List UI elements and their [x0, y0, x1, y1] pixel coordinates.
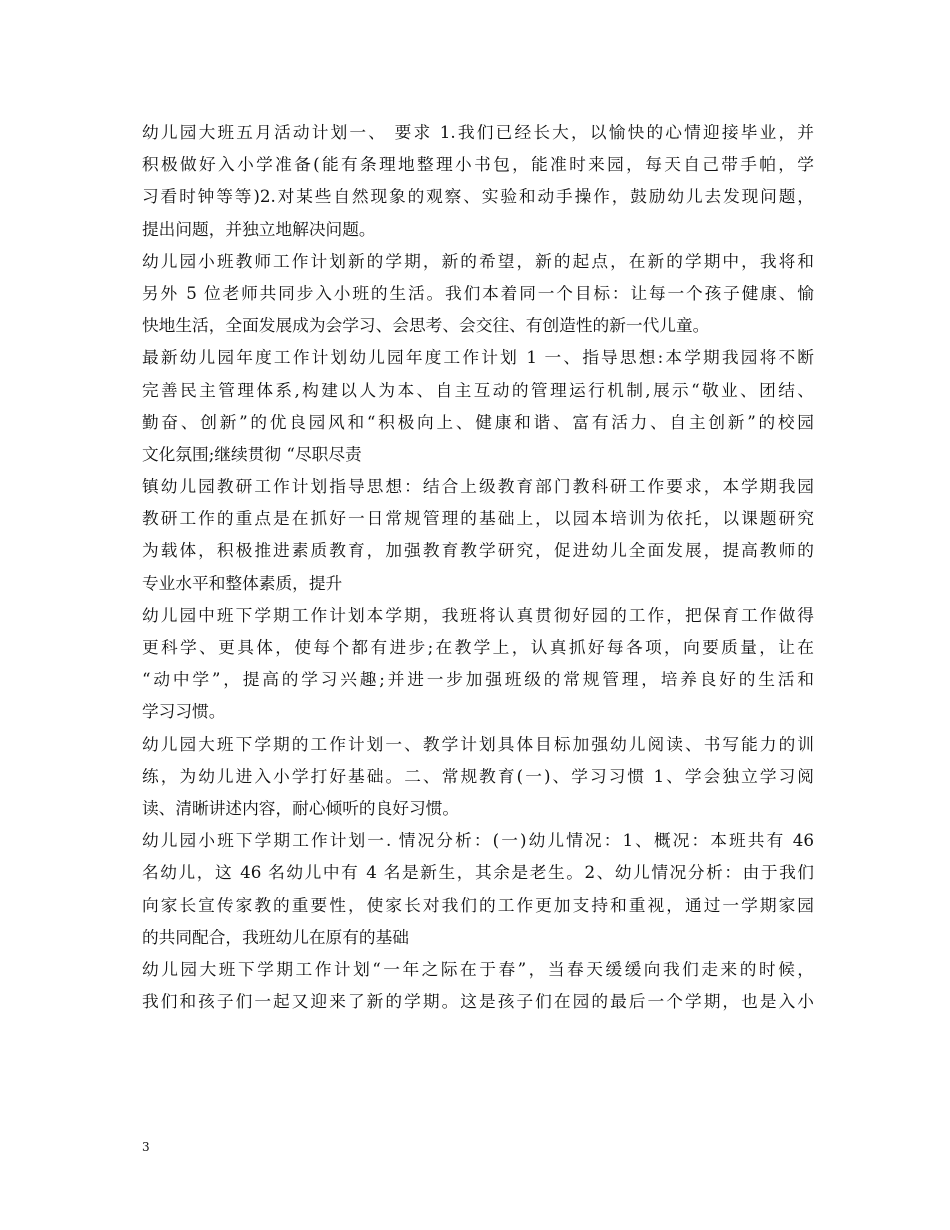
- text-line: 勤奋、创新”的优良园风和“积极向上、健康和谐、富有活力、自主创新”的校园: [142, 411, 814, 432]
- text-line: 积极做好入小学准备(能有条理地整理小书包，能准时来园，每天自己带手帕，学: [142, 154, 814, 175]
- document-body: [142, 116, 814, 1017]
- text-line: 向家长宣传家教的重要性，使家长对我们的工作更加支持和重视，通过一学期家园: [142, 894, 814, 915]
- text-line: 学习习惯。: [142, 701, 226, 722]
- text-line: 快地生活，全面发展成为会学习、会思考、会交往、有创造性的新一代儿童。: [142, 315, 710, 336]
- paragraph: [142, 245, 814, 342]
- text-line: 读、清晰讲述内容，耐心倾听的良好习惯。: [142, 797, 460, 818]
- text-line: 提出问题，并独立地解决问题。: [142, 218, 376, 239]
- text-line: 完善民主管理体系,构建以人为本、自主互动的管理运行机制,展示“敬业、团结、: [142, 379, 814, 400]
- paragraph: [142, 599, 814, 728]
- text-line: 我们和孩子们一起又迎来了新的学期。这是孩子们在园的最后一个学期，也是入小: [142, 991, 814, 1012]
- text-line: 幼儿园大班下学期的工作计划一、教学计划具体目标加强幼儿阅读、书写能力的训: [142, 733, 814, 754]
- text-line: 幼儿园中班下学期工作计划本学期，我班将认真贯彻好园的工作，把保育工作做得: [142, 604, 814, 625]
- text-line: 习看时钟等等)2.对某些自然现象的观察、实验和动手操作，鼓励幼儿去发现问题，: [142, 186, 814, 207]
- paragraph: [142, 824, 814, 953]
- text-line: 镇幼儿园教研工作计划指导思想：结合上级教育部门教科研工作要求，本学期我园: [142, 476, 814, 497]
- text-line: 另外 5 位老师共同步入小班的生活。我们本着同一个目标：让每一个孩子健康、愉: [142, 282, 814, 303]
- text-line: 幼儿园小班教师工作计划新的学期，新的希望，新的起点，在新的学期中，我将和: [142, 250, 814, 271]
- page-number: 3: [142, 1140, 150, 1154]
- text-line: 更科学、更具体，使每个都有进步;在教学上，认真抓好每各项，向要质量，让在: [142, 637, 814, 657]
- paragraph: [142, 470, 814, 599]
- text-line: 教研工作的重点是在抓好一日常规管理的基础上，以园本培训为依托，以课题研究: [142, 508, 814, 529]
- text-line: 练，为幼儿进入小学打好基础。二、常规教育(一)、学习习惯 1、学会独立学习阅: [142, 765, 814, 786]
- text-line: 幼儿园大班下学期工作计划“一年之际在于春”，当春天缓缓向我们走来的时候，: [142, 958, 814, 979]
- text-line: 的共同配合，我班幼儿在原有的基础: [142, 926, 409, 947]
- text-line: 幼儿园小班下学期工作计划一. 情况分析：(一)幼儿情况：1、概况：本班共有 46: [142, 830, 814, 851]
- text-line: 文化氛围;继续贯彻 “尽职尽责: [142, 443, 362, 464]
- paragraph: [142, 116, 814, 245]
- paragraph: [142, 953, 814, 1017]
- text-line: 名幼儿，这 46 名幼儿中有 4 名是新生，其余是老生。2、幼儿情况分析：由于我们: [142, 862, 814, 883]
- text-line: “动中学”，提高的学习兴趣;并进一步加强班级的常规管理，培养良好的生活和: [142, 669, 814, 690]
- paragraph: [142, 728, 814, 825]
- text-line: 最新幼儿园年度工作计划幼儿园年度工作计划 1 一、指导思想:本学期我园将不断: [142, 347, 814, 368]
- paragraph: [142, 341, 814, 470]
- text-line: 为载体，积极推进素质教育，加强教育教学研究，促进幼儿全面发展，提高教师的: [142, 540, 814, 561]
- text-line: 幼儿园大班五月活动计划一、 要求 1.我们已经长大，以愉快的心情迎接毕业，并: [142, 122, 814, 142]
- text-line: 专业水平和整体素质，提升: [142, 572, 343, 593]
